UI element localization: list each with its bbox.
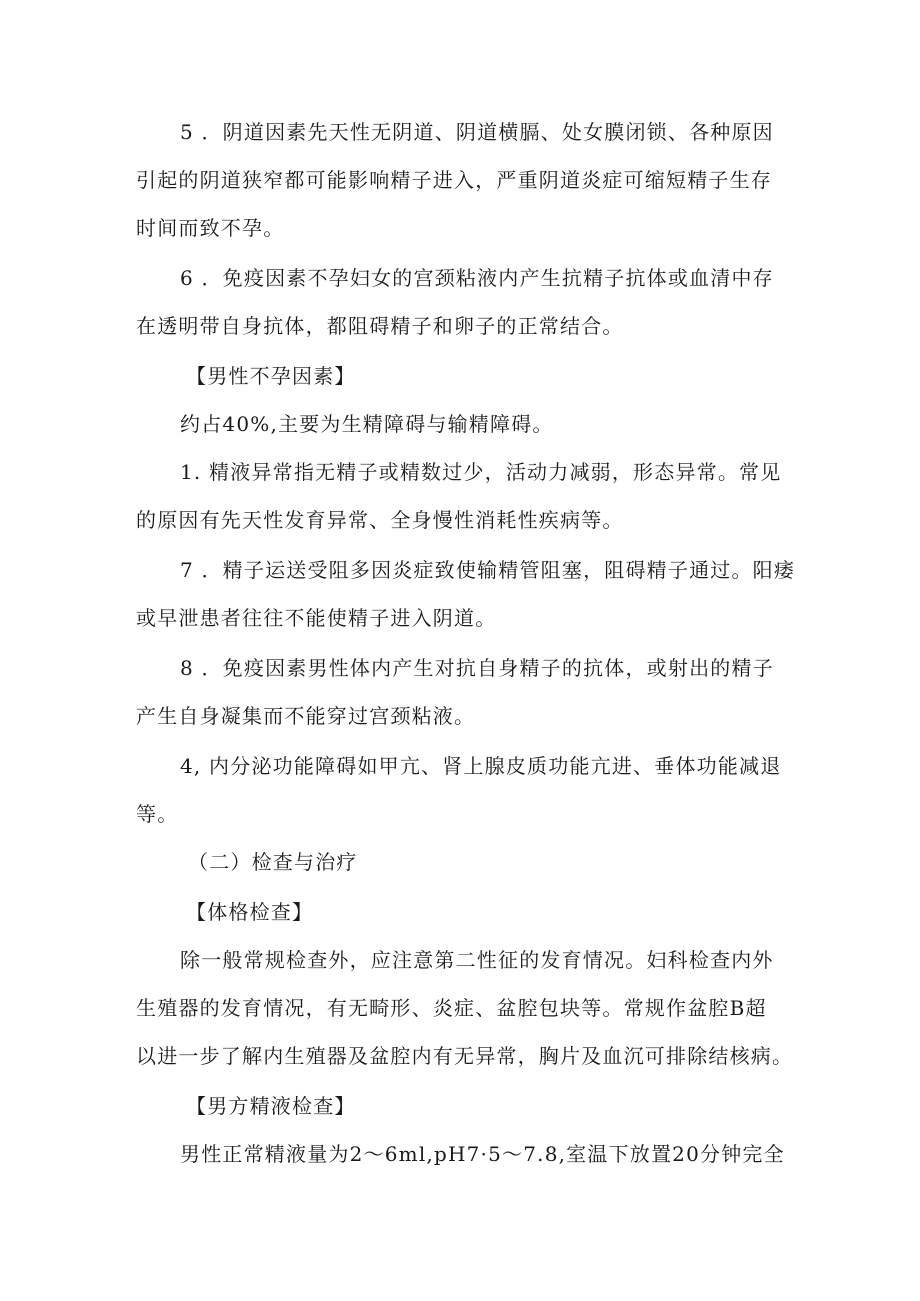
subsection-heading: （二）检查与治疗 bbox=[188, 850, 358, 874]
paragraph-line: 时间而致不孕。 bbox=[136, 216, 285, 240]
section-heading: 【男性不孕因素】 bbox=[186, 364, 356, 388]
paragraph-line: 男性正常精液量为2～6ml,pH7·5～7.8,室温下放置20分钟完全 bbox=[180, 1142, 785, 1166]
paragraph-line: 引起的阴道狭窄都可能影响精子进入，严重阴道炎症可缩短精子生存 bbox=[136, 168, 772, 192]
paragraph-line: 或早泄患者往往不能使精子进入阴道。 bbox=[136, 606, 497, 630]
paragraph-line: 等。 bbox=[136, 802, 179, 826]
paragraph-line: 约占40%,主要为生精障碍与输精障碍。 bbox=[180, 412, 554, 436]
section-heading: 【男方精液检查】 bbox=[186, 1094, 356, 1118]
paragraph-line: 8 ．免疫因素男性体内产生对抗自身精子的抗体，或射出的精子 bbox=[180, 656, 774, 680]
paragraph-line: 7 ．精子运送受阻多因炎症致使输精管阻塞，阻碍精子通过。阳痿 bbox=[180, 558, 796, 582]
paragraph-line: 产生自身凝集而不能穿过宫颈粘液。 bbox=[136, 704, 476, 728]
paragraph-line: 除一般常规检查外，应注意第二性征的发育情况。妇科检查内外 bbox=[180, 948, 774, 972]
paragraph-line: 6 ．免疫因素不孕妇女的宫颈粘液内产生抗精子抗体或血清中存 bbox=[180, 266, 774, 290]
paragraph-line: 在透明带自身抗体，都阻碍精子和卵子的正常结合。 bbox=[136, 314, 624, 338]
paragraph-line: 的原因有先天性发育异常、全身慢性消耗性疾病等。 bbox=[136, 508, 624, 532]
paragraph-line: 5 ．阴道因素先天性无阴道、阴道横膈、处女膜闭锁、各种原因 bbox=[180, 120, 774, 144]
paragraph-line: 1. 精液异常指无精子或精数过少，活动力减弱，形态异常。常见 bbox=[180, 460, 782, 484]
paragraph-line: 以进一步了解内生殖器及盆腔内有无异常，胸片及血沉可排除结核病。 bbox=[136, 1044, 794, 1068]
paragraph-line: 4, 内分泌功能障碍如甲亢、肾上腺皮质功能亢进、垂体功能减退 bbox=[180, 754, 782, 778]
section-heading: 【体格检查】 bbox=[186, 900, 314, 924]
paragraph-line: 生殖器的发育情况，有无畸形、炎症、盆腔包块等。常规作盆腔B超 bbox=[136, 996, 767, 1020]
